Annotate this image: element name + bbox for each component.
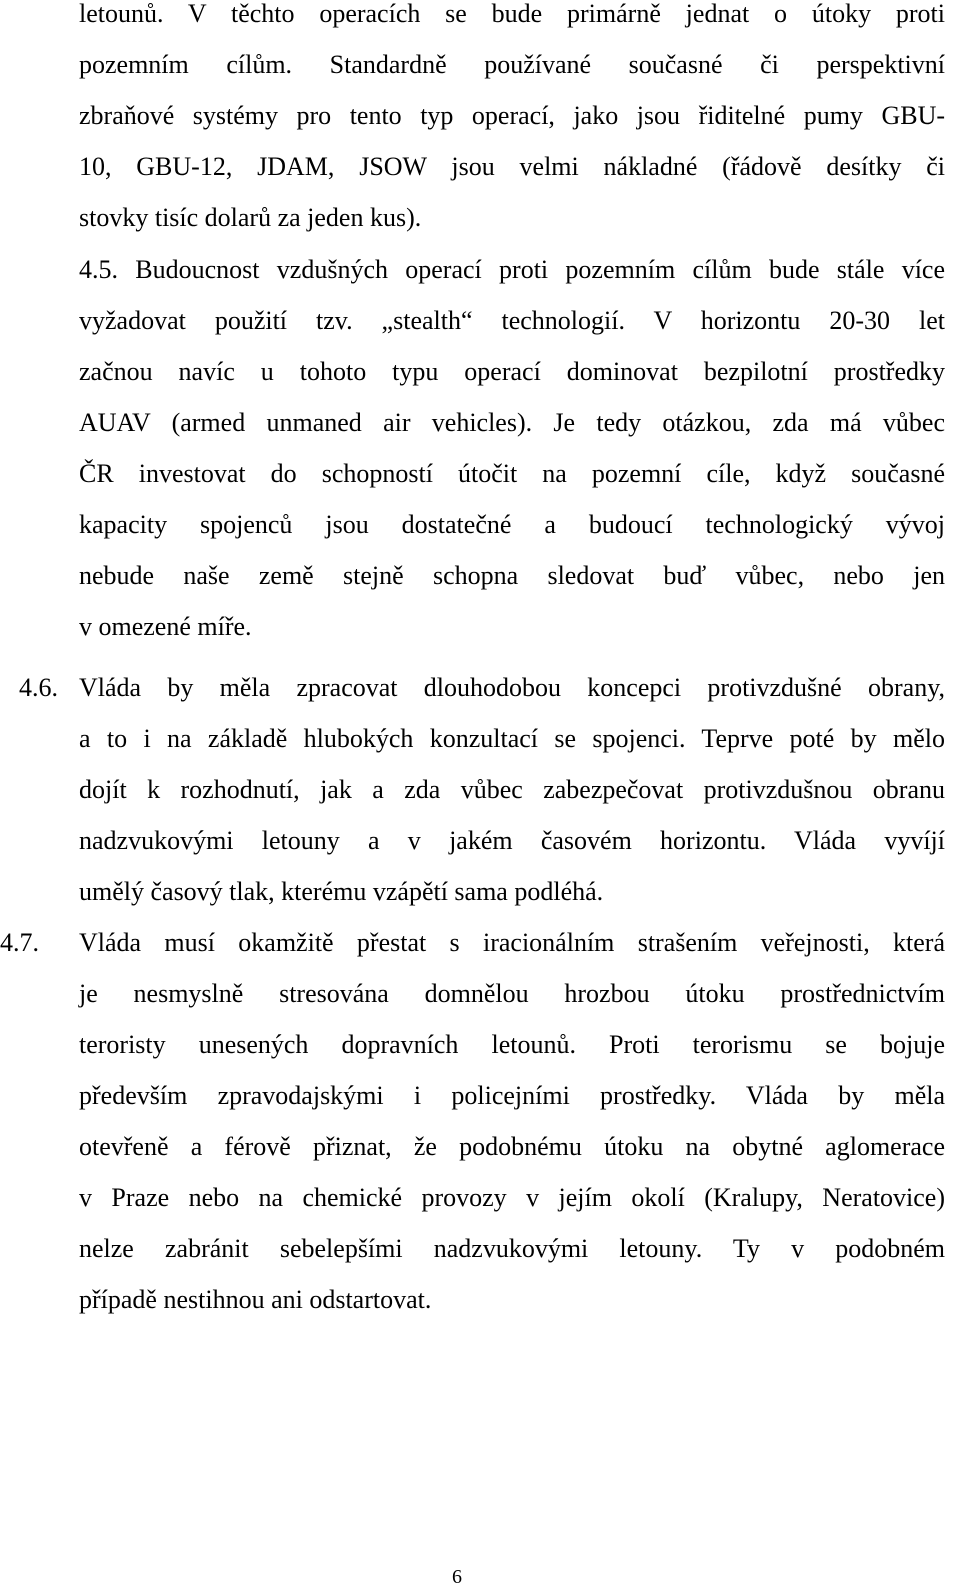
paragraph-number: 4.6. <box>19 673 58 702</box>
page-number: 6 <box>452 1566 462 1588</box>
text-line: stovky tisíc dolarů za jeden kus). <box>79 203 422 232</box>
text-line: nebude naše země stejně schopna sledovat buď vůbec, nebo jen <box>79 561 945 590</box>
text-line: dojít k rozhodnutí, jak a zda vůbec zabezpečovat protivzdušnou obranu <box>79 775 945 804</box>
text-line: v Praze nebo na chemické provozy v jejím okolí (Kralupy, Neratovice) <box>79 1183 945 1212</box>
text-line: pozemním cílům. Standardně používané současné či perspektivní <box>79 50 945 79</box>
text-line: zbraňové systémy pro tento typ operací, jako jsou řiditelné pumy GBU- <box>79 101 945 130</box>
text-line: 4.5. Budoucnost vzdušných operací proti pozemním cílům bude stále více <box>79 255 945 284</box>
text-line: vyžadovat použití tzv. „stealth“ technologií. V horizontu 20-30 let <box>79 306 945 335</box>
text-line: ČR investovat do schopností útočit na pozemní cíle, když současné <box>79 459 945 488</box>
text-line: Vláda by měla zpracovat dlouhodobou koncepci protivzdušné obrany, <box>79 673 945 702</box>
text-line: nelze zabránit sebelepšími nadzvukovými letouny. Ty v podobném <box>79 1234 945 1263</box>
text-line: 10, GBU-12, JDAM, JSOW jsou velmi nákladné (řádově desítky či <box>79 152 945 181</box>
text-line: v omezené míře. <box>79 612 252 641</box>
text-line: začnou navíc u tohoto typu operací dominovat bezpilotní prostředky <box>79 357 945 386</box>
text-line: především zpravodajskými i policejními prostředky. Vláda by měla <box>79 1081 945 1110</box>
paragraph-number: 4.7. <box>0 928 39 957</box>
text-line: letounů. V těchto operacích se bude primárně jednat o útoky proti <box>79 0 945 28</box>
text-line: AUAV (armed unmaned air vehicles). Je tedy otázkou, zda má vůbec <box>79 408 945 437</box>
text-line: a to i na základě hlubokých konzultací se spojenci. Teprve poté by mělo <box>79 724 945 753</box>
text-line: nadzvukovými letouny a v jakém časovém horizontu. Vláda vyvíjí <box>79 826 945 855</box>
text-line: teroristy unesených dopravních letounů. Proti terorismu se bojuje <box>79 1030 945 1059</box>
text-line: je nesmyslně stresována domnělou hrozbou útoku prostřednictvím <box>79 979 945 1008</box>
text-line: umělý časový tlak, kterému vzápětí sama podléhá. <box>79 877 604 906</box>
text-line: případě nestihnou ani odstartovat. <box>79 1285 432 1314</box>
text-line: otevřeně a férově přiznat, že podobnému útoku na obytné aglomerace <box>79 1132 945 1161</box>
text-line: kapacity spojenců jsou dostatečné a budoucí technologický vývoj <box>79 510 945 539</box>
text-line: Vláda musí okamžitě přestat s iracionálním strašením veřejnosti, která <box>79 928 945 957</box>
